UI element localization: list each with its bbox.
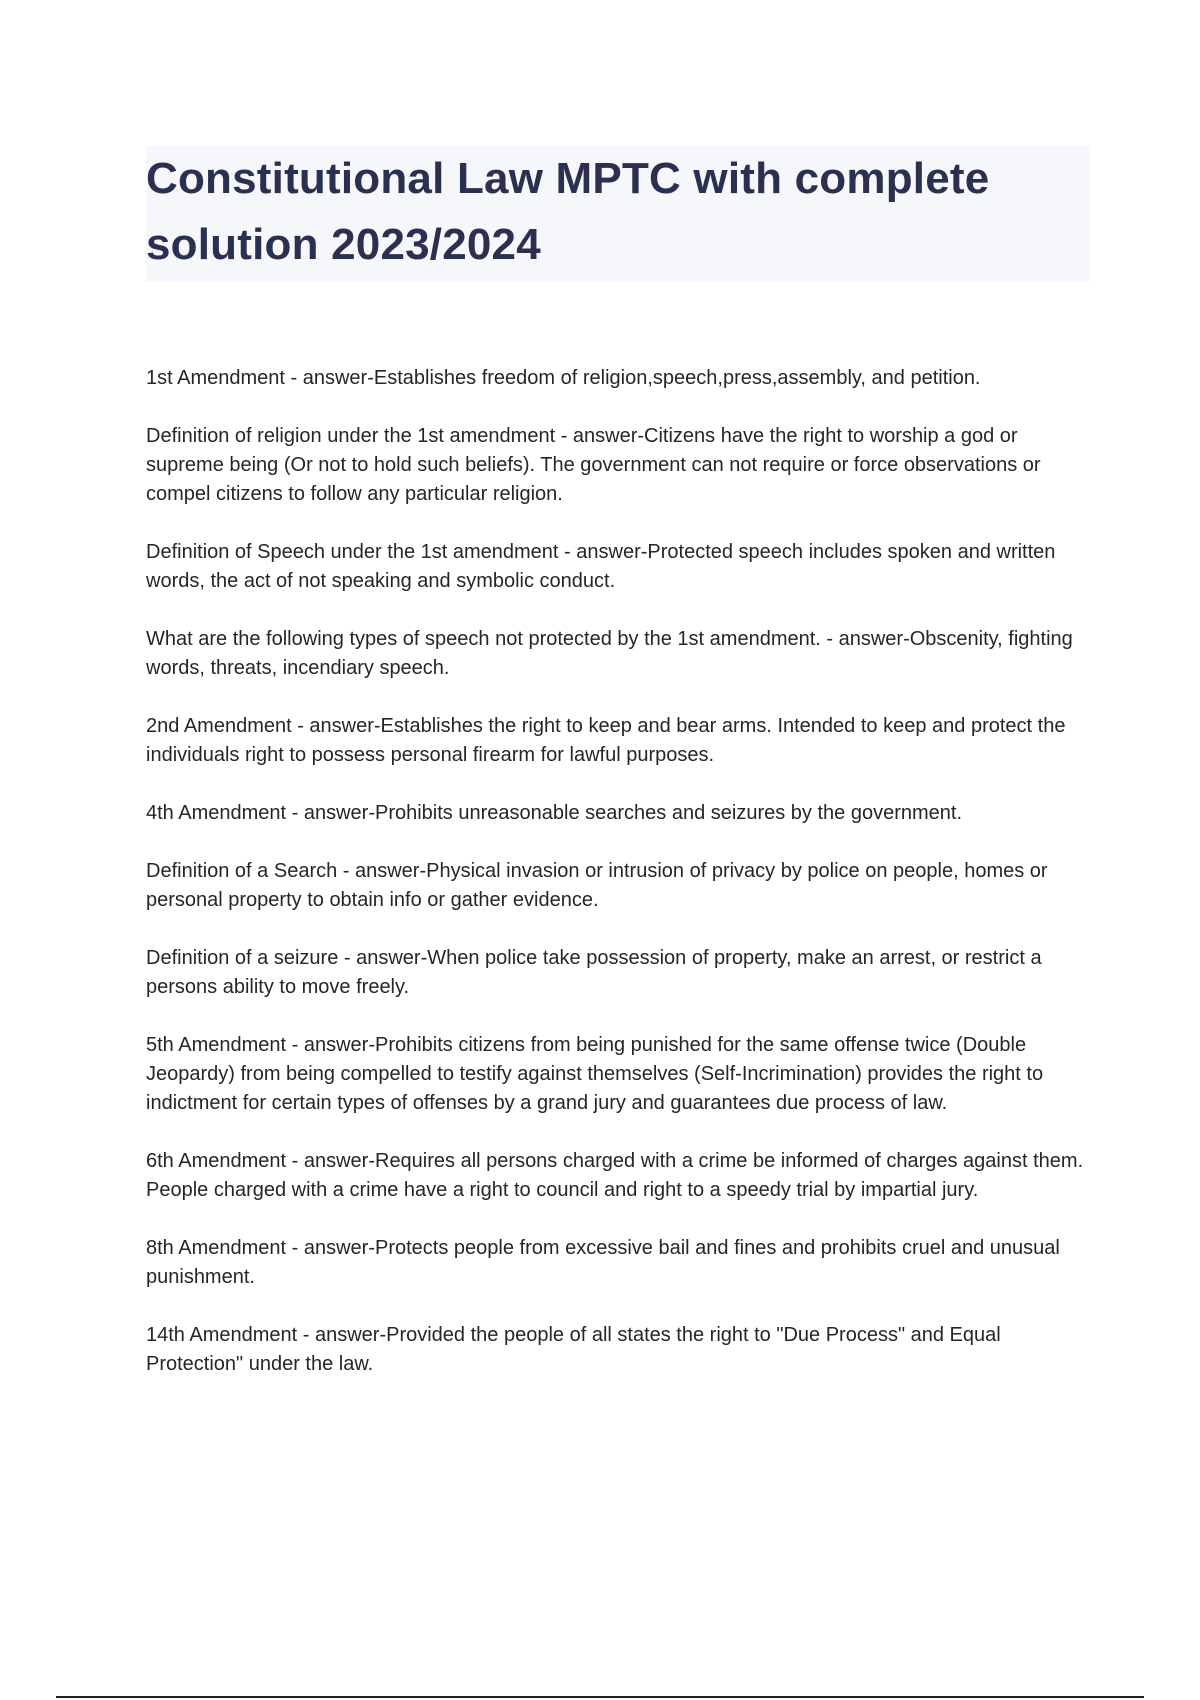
qa-entry-definition-seizure: Definition of a seizure - answer-When police take possession of property, make an arrest, or restrict a persons ability to move freely.: [146, 947, 1042, 998]
qa-entry-definition-search: Definition of a Search - answer-Physical invasion or intrusion of privacy by police on people, homes or personal property to obtain info or gather evidence.: [146, 860, 1048, 911]
qa-entry-definition-speech: Definition of Speech under the 1st amendment - answer-Protected speech includes spoken and written words, the act of not speaking and symbolic conduct.: [146, 541, 1056, 592]
qa-entry-2nd-amendment: 2nd Amendment - answer-Establishes the right to keep and bear arms. Intended to keep and protect the individuals right to possess personal firearm for lawful purposes.: [146, 715, 1066, 766]
title-banner: [146, 146, 1090, 282]
qa-entry-5th-amendment: 5th Amendment - answer-Prohibits citizens from being punished for the same offense twice (Double Jeopardy) from being compelled to testify against themselves (Self-Incrimination) provides the right to indictment for certain types of offenses by a grand jury and guarantees due process of law.: [146, 1034, 1044, 1114]
qa-entry-4th-amendment: 4th Amendment - answer-Prohibits unreasonable searches and seizures by the government.: [146, 802, 963, 824]
qa-entry-14th-amendment: 14th Amendment - answer-Provided the people of all states the right to "Due Process" and Equal Protection" under the law.: [146, 1324, 1001, 1375]
qa-entry-8th-amendment: 8th Amendment - answer-Protects people from excessive bail and fines and prohibits cruel and unusual punishment.: [146, 1237, 1060, 1288]
qa-list: [146, 364, 1090, 1408]
qa-entry-1st-amendment: 1st Amendment - answer-Establishes freedom of religion,speech,press,assembly, and petition.: [146, 367, 981, 389]
qa-entry-unprotected-speech: What are the following types of speech not protected by the 1st amendment. - answer-Obscenity, fighting words, threats, incendiary speech.: [146, 628, 1073, 679]
bottom-divider: [56, 1696, 1144, 1698]
qa-entry-6th-amendment: 6th Amendment - answer-Requires all persons charged with a crime be informed of charges against them. People charged with a crime have a right to council and right to a speedy trial by impartial jury.: [146, 1150, 1084, 1201]
qa-entry-definition-religion: Definition of religion under the 1st amendment - answer-Citizens have the right to worship a god or supreme being (Or not to hold such beliefs). The government can not require or force observations or compel citizens to follow any particular religion.: [146, 425, 1041, 505]
document-title: Constitutional Law MPTC with complete solution 2023/2024: [146, 154, 990, 269]
